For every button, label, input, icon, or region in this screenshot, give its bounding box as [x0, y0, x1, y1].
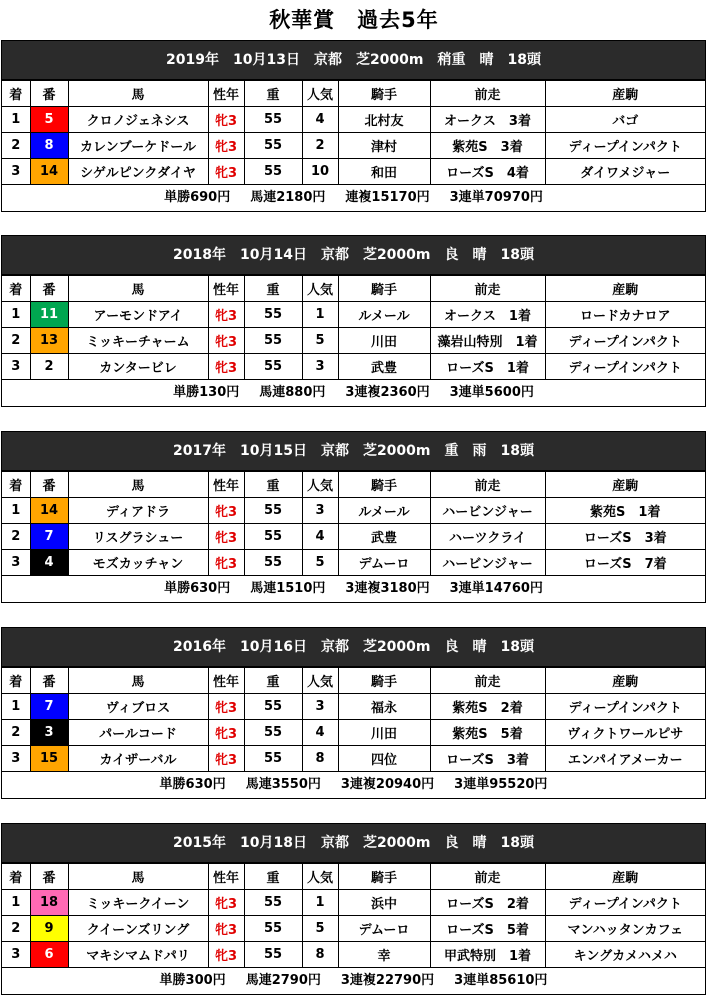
column-header: 人気	[302, 472, 338, 498]
cell-jockey: 福永	[338, 694, 430, 720]
race-block	[1, 627, 706, 799]
result-row	[2, 746, 705, 772]
cell-sire: ローズS 3着	[545, 524, 705, 550]
result-row	[2, 524, 705, 550]
cell-sex: 牝3	[208, 890, 244, 916]
column-header: 騎手	[338, 668, 430, 694]
post-number-badge: 5	[30, 107, 68, 133]
race-header: 2018年 10月14日 京都 芝2000m 良 晴 18頭	[2, 236, 705, 275]
cell-prev: 紫苑S 3着	[430, 133, 545, 159]
column-header: 産駒	[545, 276, 705, 302]
cell-horse: クイーンズリング	[68, 916, 208, 942]
results-table	[2, 863, 705, 968]
cell-jockey: デムーロ	[338, 916, 430, 942]
column-header: 馬	[68, 864, 208, 890]
payout-item: 馬連2790円	[245, 973, 321, 988]
cell-pos: 3	[2, 354, 30, 380]
cell-sire: 紫苑S 1着	[545, 498, 705, 524]
cell-sex: 牝3	[208, 942, 244, 968]
column-header: 着	[2, 81, 30, 107]
post-number-badge: 14	[30, 498, 68, 524]
payout-item: 3連単85610円	[454, 973, 548, 988]
payout-item: 馬連880円	[259, 385, 326, 400]
cell-pos: 3	[2, 942, 30, 968]
payout-item: 単勝630円	[159, 777, 226, 792]
column-header: 性年	[208, 472, 244, 498]
payout-item: 馬連3550円	[245, 777, 321, 792]
cell-pos: 3	[2, 159, 30, 185]
cell-wt: 55	[244, 498, 302, 524]
cell-jockey: 幸	[338, 942, 430, 968]
result-row	[2, 694, 705, 720]
result-row	[2, 133, 705, 159]
results-table	[2, 80, 705, 185]
cell-sex: 牝3	[208, 720, 244, 746]
race-block	[1, 40, 706, 212]
post-number-badge: 8	[30, 133, 68, 159]
cell-pop: 3	[302, 354, 338, 380]
cell-pos: 2	[2, 524, 30, 550]
cell-sire: キングカメハメハ	[545, 942, 705, 968]
cell-wt: 55	[244, 159, 302, 185]
cell-sex: 牝3	[208, 694, 244, 720]
column-header: 人気	[302, 864, 338, 890]
cell-sex: 牝3	[208, 498, 244, 524]
cell-wt: 55	[244, 354, 302, 380]
cell-sex: 牝3	[208, 107, 244, 133]
cell-prev: ローズS 5着	[430, 916, 545, 942]
cell-pop: 1	[302, 890, 338, 916]
page-title: 秋華賞 過去5年	[269, 8, 439, 32]
cell-pop: 1	[302, 302, 338, 328]
column-header: 前走	[430, 668, 545, 694]
cell-prev: オークス 1着	[430, 302, 545, 328]
cell-jockey: デムーロ	[338, 550, 430, 576]
cell-sex: 牝3	[208, 354, 244, 380]
cell-horse: マキシマムドパリ	[68, 942, 208, 968]
cell-jockey: ルメール	[338, 498, 430, 524]
cell-horse: ミッキークイーン	[68, 890, 208, 916]
cell-pos: 1	[2, 107, 30, 133]
payout-item: 単勝130円	[173, 385, 240, 400]
post-number-badge: 2	[30, 354, 68, 380]
cell-sire: ローズS 7着	[545, 550, 705, 576]
cell-horse: パールコード	[68, 720, 208, 746]
cell-prev: 紫苑S 2着	[430, 694, 545, 720]
cell-sex: 牝3	[208, 746, 244, 772]
cell-pos: 2	[2, 916, 30, 942]
cell-pos: 1	[2, 694, 30, 720]
result-row	[2, 107, 705, 133]
race-block	[1, 235, 706, 407]
cell-horse: カレンブーケドール	[68, 133, 208, 159]
column-header: 人気	[302, 668, 338, 694]
cell-pop: 4	[302, 524, 338, 550]
post-number-badge: 11	[30, 302, 68, 328]
cell-sex: 牝3	[208, 550, 244, 576]
cell-jockey: 武豊	[338, 524, 430, 550]
cell-prev: ローズS 1着	[430, 354, 545, 380]
cell-pop: 3	[302, 694, 338, 720]
cell-sire: ヴィクトワールピサ	[545, 720, 705, 746]
payout-row	[2, 968, 705, 994]
cell-pos: 2	[2, 720, 30, 746]
cell-wt: 55	[244, 328, 302, 354]
column-header: 重	[244, 472, 302, 498]
cell-pop: 8	[302, 746, 338, 772]
column-header: 番	[30, 81, 68, 107]
cell-sire: ディープインパクト	[545, 133, 705, 159]
column-header: 人気	[302, 276, 338, 302]
column-header: 馬	[68, 81, 208, 107]
column-header: 性年	[208, 81, 244, 107]
result-row	[2, 159, 705, 185]
cell-wt: 55	[244, 694, 302, 720]
result-row	[2, 498, 705, 524]
payout-item: 3連単70970円	[449, 190, 543, 205]
column-header: 重	[244, 864, 302, 890]
results-table	[2, 667, 705, 772]
cell-pop: 8	[302, 942, 338, 968]
cell-pos: 3	[2, 550, 30, 576]
cell-pop: 5	[302, 550, 338, 576]
cell-pop: 2	[302, 133, 338, 159]
cell-pop: 4	[302, 720, 338, 746]
cell-prev: 甲武特別 1着	[430, 942, 545, 968]
cell-pop: 10	[302, 159, 338, 185]
cell-pop: 3	[302, 498, 338, 524]
cell-pop: 5	[302, 916, 338, 942]
column-header-row	[2, 668, 705, 694]
cell-wt: 55	[244, 942, 302, 968]
post-number-badge: 13	[30, 328, 68, 354]
column-header-row	[2, 276, 705, 302]
payout-item: 3連複2360円	[345, 385, 430, 400]
column-header: 産駒	[545, 472, 705, 498]
cell-horse: ディアドラ	[68, 498, 208, 524]
post-number-badge: 7	[30, 694, 68, 720]
cell-sire: バゴ	[545, 107, 705, 133]
column-header: 前走	[430, 276, 545, 302]
payout-item: 3連単5600円	[449, 385, 534, 400]
result-row	[2, 550, 705, 576]
cell-wt: 55	[244, 746, 302, 772]
post-number-badge: 9	[30, 916, 68, 942]
cell-prev: ハービンジャー	[430, 550, 545, 576]
cell-prev: ローズS 2着	[430, 890, 545, 916]
column-header: 人気	[302, 81, 338, 107]
column-header: 番	[30, 276, 68, 302]
result-row	[2, 942, 705, 968]
cell-sire: エンパイアメーカー	[545, 746, 705, 772]
cell-wt: 55	[244, 720, 302, 746]
cell-jockey: 四位	[338, 746, 430, 772]
cell-sex: 牝3	[208, 133, 244, 159]
cell-sire: ディープインパクト	[545, 890, 705, 916]
cell-jockey: 川田	[338, 328, 430, 354]
cell-prev: ハービンジャー	[430, 498, 545, 524]
column-header: 性年	[208, 276, 244, 302]
cell-pos: 1	[2, 498, 30, 524]
payout-item: 3連単95520円	[454, 777, 548, 792]
cell-wt: 55	[244, 302, 302, 328]
column-header: 騎手	[338, 864, 430, 890]
race-header: 2016年 10月16日 京都 芝2000m 良 晴 18頭	[2, 628, 705, 667]
race-header: 2017年 10月15日 京都 芝2000m 重 雨 18頭	[2, 432, 705, 471]
cell-pos: 3	[2, 746, 30, 772]
result-row	[2, 302, 705, 328]
result-row	[2, 354, 705, 380]
column-header: 重	[244, 668, 302, 694]
result-row	[2, 720, 705, 746]
cell-prev: ハーツクライ	[430, 524, 545, 550]
cell-horse: シゲルピンクダイヤ	[68, 159, 208, 185]
post-number-badge: 14	[30, 159, 68, 185]
cell-sex: 牝3	[208, 916, 244, 942]
column-header: 騎手	[338, 472, 430, 498]
cell-sex: 牝3	[208, 159, 244, 185]
cell-pos: 1	[2, 890, 30, 916]
post-number-badge: 6	[30, 942, 68, 968]
cell-sire: ディープインパクト	[545, 328, 705, 354]
column-header: 産駒	[545, 668, 705, 694]
cell-wt: 55	[244, 107, 302, 133]
payout-item: 単勝300円	[159, 973, 226, 988]
payout-item: 馬連1510円	[250, 581, 326, 596]
cell-horse: ミッキーチャーム	[68, 328, 208, 354]
cell-jockey: 浜中	[338, 890, 430, 916]
payout-item: 単勝690円	[164, 190, 231, 205]
cell-pop: 4	[302, 107, 338, 133]
payout-item: 3連複3180円	[345, 581, 430, 596]
cell-jockey: 北村友	[338, 107, 430, 133]
column-header: 着	[2, 668, 30, 694]
column-header: 番	[30, 472, 68, 498]
cell-sex: 牝3	[208, 524, 244, 550]
cell-horse: ヴィブロス	[68, 694, 208, 720]
column-header: 産駒	[545, 864, 705, 890]
column-header: 前走	[430, 472, 545, 498]
column-header: 着	[2, 472, 30, 498]
cell-sex: 牝3	[208, 328, 244, 354]
column-header: 前走	[430, 864, 545, 890]
results-table	[2, 471, 705, 576]
column-header: 番	[30, 668, 68, 694]
cell-prev: 紫苑S 5着	[430, 720, 545, 746]
cell-pop: 5	[302, 328, 338, 354]
cell-sire: マンハッタンカフェ	[545, 916, 705, 942]
cell-wt: 55	[244, 133, 302, 159]
payout-item: 単勝630円	[164, 581, 231, 596]
race-header: 2019年 10月13日 京都 芝2000m 稍重 晴 18頭	[2, 41, 705, 80]
column-header: 着	[2, 864, 30, 890]
cell-wt: 55	[244, 890, 302, 916]
column-header: 前走	[430, 81, 545, 107]
cell-prev: ローズS 3着	[430, 746, 545, 772]
cell-wt: 55	[244, 916, 302, 942]
column-header-row	[2, 864, 705, 890]
cell-sex: 牝3	[208, 302, 244, 328]
race-header: 2015年 10月18日 京都 芝2000m 良 晴 18頭	[2, 824, 705, 863]
race-block	[1, 431, 706, 603]
cell-sire: ディープインパクト	[545, 354, 705, 380]
payout-item: 馬連2180円	[250, 190, 326, 205]
column-header: 重	[244, 276, 302, 302]
cell-horse: クロノジェネシス	[68, 107, 208, 133]
cell-horse: アーモンドアイ	[68, 302, 208, 328]
column-header: 騎手	[338, 81, 430, 107]
result-row	[2, 328, 705, 354]
post-number-badge: 7	[30, 524, 68, 550]
column-header-row	[2, 81, 705, 107]
column-header: 騎手	[338, 276, 430, 302]
column-header: 馬	[68, 668, 208, 694]
race-block	[1, 823, 706, 995]
cell-sire: ディープインパクト	[545, 694, 705, 720]
column-header: 番	[30, 864, 68, 890]
column-header: 産駒	[545, 81, 705, 107]
payout-item: 3連複20940円	[340, 777, 435, 792]
cell-wt: 55	[244, 550, 302, 576]
column-header: 性年	[208, 864, 244, 890]
payout-item: 3連複22790円	[340, 973, 435, 988]
cell-pos: 1	[2, 302, 30, 328]
cell-pos: 2	[2, 328, 30, 354]
payout-item: 連複15170円	[345, 190, 430, 205]
cell-jockey: 川田	[338, 720, 430, 746]
cell-wt: 55	[244, 524, 302, 550]
cell-horse: モズカッチャン	[68, 550, 208, 576]
column-header: 馬	[68, 472, 208, 498]
result-row	[2, 916, 705, 942]
results-table	[2, 275, 705, 380]
cell-sire: ダイワメジャー	[545, 159, 705, 185]
cell-horse: リスグラシュー	[68, 524, 208, 550]
payout-item: 3連単14760円	[449, 581, 543, 596]
post-number-badge: 3	[30, 720, 68, 746]
result-row	[2, 890, 705, 916]
column-header: 馬	[68, 276, 208, 302]
column-header-row	[2, 472, 705, 498]
cell-horse: カイザーバル	[68, 746, 208, 772]
post-number-badge: 18	[30, 890, 68, 916]
post-number-badge: 15	[30, 746, 68, 772]
cell-jockey: ルメール	[338, 302, 430, 328]
cell-prev: 藻岩山特別 1着	[430, 328, 545, 354]
payout-row	[2, 576, 705, 602]
payout-row	[2, 772, 705, 798]
cell-jockey: 和田	[338, 159, 430, 185]
payout-row	[2, 380, 705, 406]
column-header: 重	[244, 81, 302, 107]
column-header: 性年	[208, 668, 244, 694]
cell-jockey: 津村	[338, 133, 430, 159]
post-number-badge: 4	[30, 550, 68, 576]
cell-prev: オークス 3着	[430, 107, 545, 133]
cell-horse: カンタービレ	[68, 354, 208, 380]
cell-sire: ロードカナロア	[545, 302, 705, 328]
payout-row	[2, 185, 705, 211]
cell-pos: 2	[2, 133, 30, 159]
cell-jockey: 武豊	[338, 354, 430, 380]
cell-prev: ローズS 4着	[430, 159, 545, 185]
column-header: 着	[2, 276, 30, 302]
